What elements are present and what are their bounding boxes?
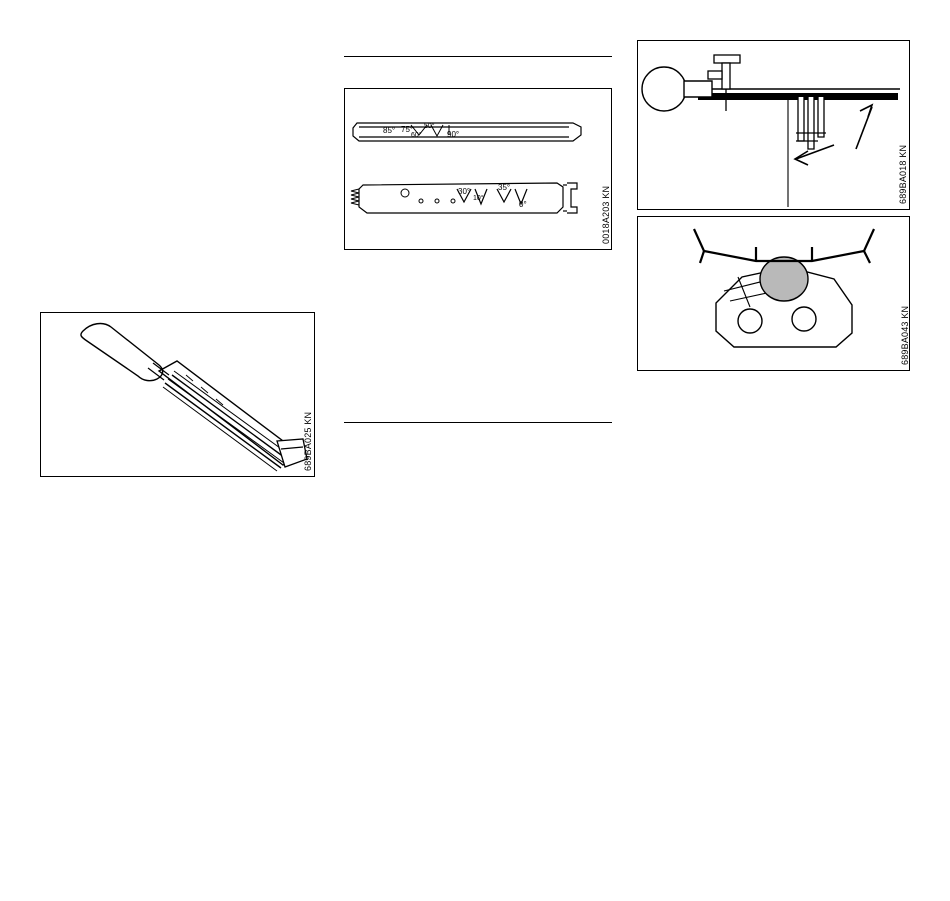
angle-label-75: 75° xyxy=(401,125,414,134)
angle-label-50: 50° xyxy=(424,123,435,130)
figure-file-holder xyxy=(40,312,315,477)
figure-code-cutter-round-file: 689BA043 KN xyxy=(900,305,910,365)
angle-label-0: 0° xyxy=(519,200,527,209)
angle-label-90: 90° xyxy=(447,130,460,139)
figure-code-filing-gauge: 0018A203 KN xyxy=(601,185,611,244)
angle-label-60: 60° xyxy=(411,132,422,139)
angle-label-35: 35° xyxy=(498,183,511,192)
angle-label-30: 30° xyxy=(458,187,471,196)
figure-code-depth-gauge-tool: 689BA018 KN xyxy=(898,144,908,204)
figure-depth-gauge-tool xyxy=(637,40,910,210)
figure-cutter-round-file xyxy=(637,216,910,371)
figure-filing-gauge xyxy=(344,88,612,250)
figure-code-file-holder: 689BA025 KN xyxy=(303,411,313,471)
angle-label-10: 10° xyxy=(473,195,484,202)
middle-horizontal-rule xyxy=(344,422,612,423)
angle-label-85: 85° xyxy=(383,126,396,135)
top-horizontal-rule xyxy=(344,56,612,57)
